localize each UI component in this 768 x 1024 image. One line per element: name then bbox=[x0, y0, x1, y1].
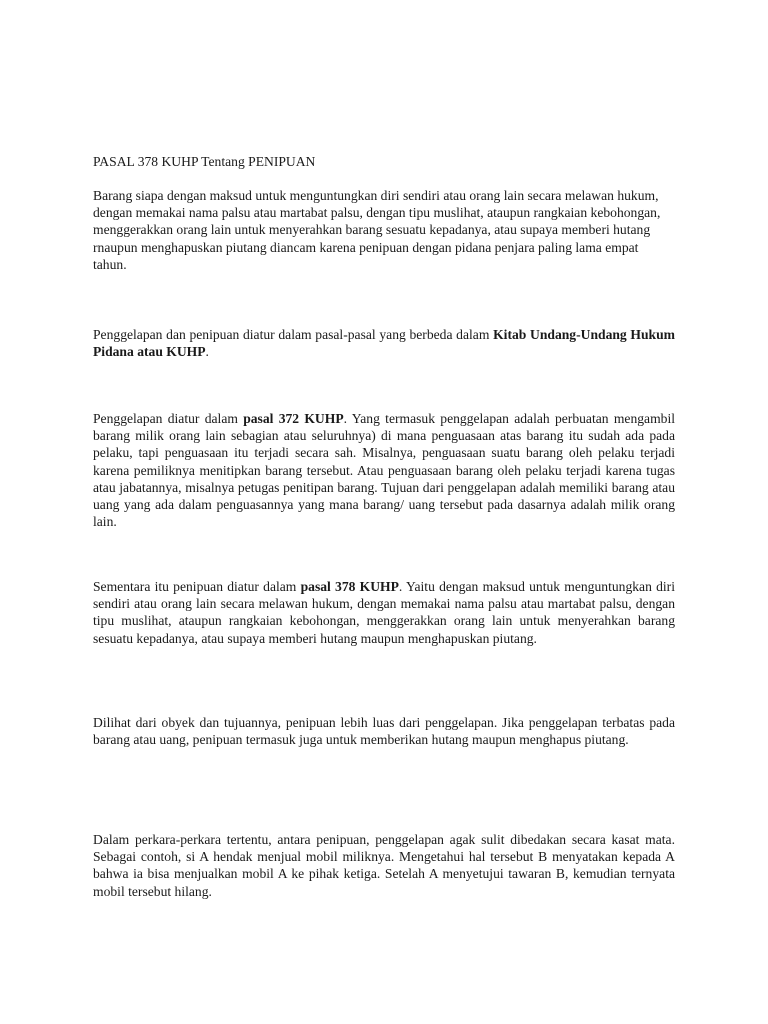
paragraph-kuhp-intro-text: Penggelapan dan penipuan diatur dalam pasal-pasal yang berbeda dalam bbox=[93, 327, 494, 342]
paragraph-penggelapan-start: Penggelapan diatur dalam bbox=[93, 411, 244, 426]
paragraph-contoh-perkara: Dalam perkara-perkara tertentu, antara penipuan, penggelapan agak sulit dibedakan secara kasat mata. Sebagai contoh, si A hendak menjual mobil miliknya. Mengetahui hal tersebut B menyatakan kepada A bahwa ia bisa menjualkan mobil A ke pihak ketiga. Setelah A menyetujui tawaran B, kemudian ternyata mobil tersebut hilang. bbox=[93, 832, 675, 899]
paragraph-penggelapan bbox=[93, 410, 675, 530]
paragraph-penipuan bbox=[93, 578, 675, 647]
pasal-372-term: pasal 372 KUHP bbox=[243, 411, 344, 426]
paragraph-penipuan-rest: . Yaitu dengan maksud untuk menguntungkan diri sendiri atau orang lain secara melawan hukum, dengan memakai nama palsu atau martabat palsu, dengan tipu muslihat, ataupun rangkaian kebohongan, menggerakkan orang lain untuk menyerahkan barang sesuatu kepadanya, atau supaya memberi hutang maupun menghapuskan piutang. bbox=[93, 579, 675, 646]
paragraph-penggelapan-rest: . Yang termasuk penggelapan adalah perbuatan mengambil barang milik orang lain sebagian atau seluruhnya) di mana penguasaan atas barang itu sudah ada pada pelaku, tapi penguasaan itu terjadi secara sah. Misalnya, penguasaan suatu barang oleh pelaku terjadi karena pemiliknya menitipkan barang tersebut. Atau penguasaan barang oleh pelaku terjadi karena tugas atau jabatannya, misalnya petugas penitipan barang. Tujuan dari penggelapan adalah memiliki barang atau uang yang ada dalam penguasannya yang mana barang/ uang tersebut pada dasarnya adalah milik orang lain. bbox=[93, 411, 675, 530]
paragraph-pasal-378-text: Barang siapa dengan maksud untuk menguntungkan diri sendiri atau orang lain secara melawan hukum, dengan memakai nama palsu atau martabat palsu, dengan tipu muslihat, ataupun rangkaian kebohongan, menggerakkan orang lain untuk menyerahkan barang sesuatu kepadanya, atau supaya memberi hutang rnaupun menghapuskan piutang diancam karena penipuan dengan pidana penjara paling lama empat tahun. bbox=[93, 188, 661, 272]
kuhp-term: Kitab Undang-Undang Hukum Pidana atau KUHP bbox=[93, 327, 675, 360]
pasal-378-term: pasal 378 KUHP bbox=[300, 579, 399, 594]
paragraph-kuhp-intro-end: . bbox=[205, 344, 209, 360]
document-title: PASAL 378 KUHP Tentang PENIPUAN bbox=[93, 154, 316, 169]
paragraph-penipuan-start: Sementara itu penipuan diatur dalam bbox=[93, 579, 301, 594]
paragraph-obyek-tujuan: Dilihat dari obyek dan tujuannya, penipuan lebih luas dari penggelapan. Jika penggelapan terbatas pada barang atau uang, penipuan termasuk juga untuk memberikan hutang maupun menghapus piutang. bbox=[93, 715, 675, 748]
paragraph-kuhp-intro bbox=[93, 326, 675, 360]
document-page bbox=[93, 0, 675, 1024]
